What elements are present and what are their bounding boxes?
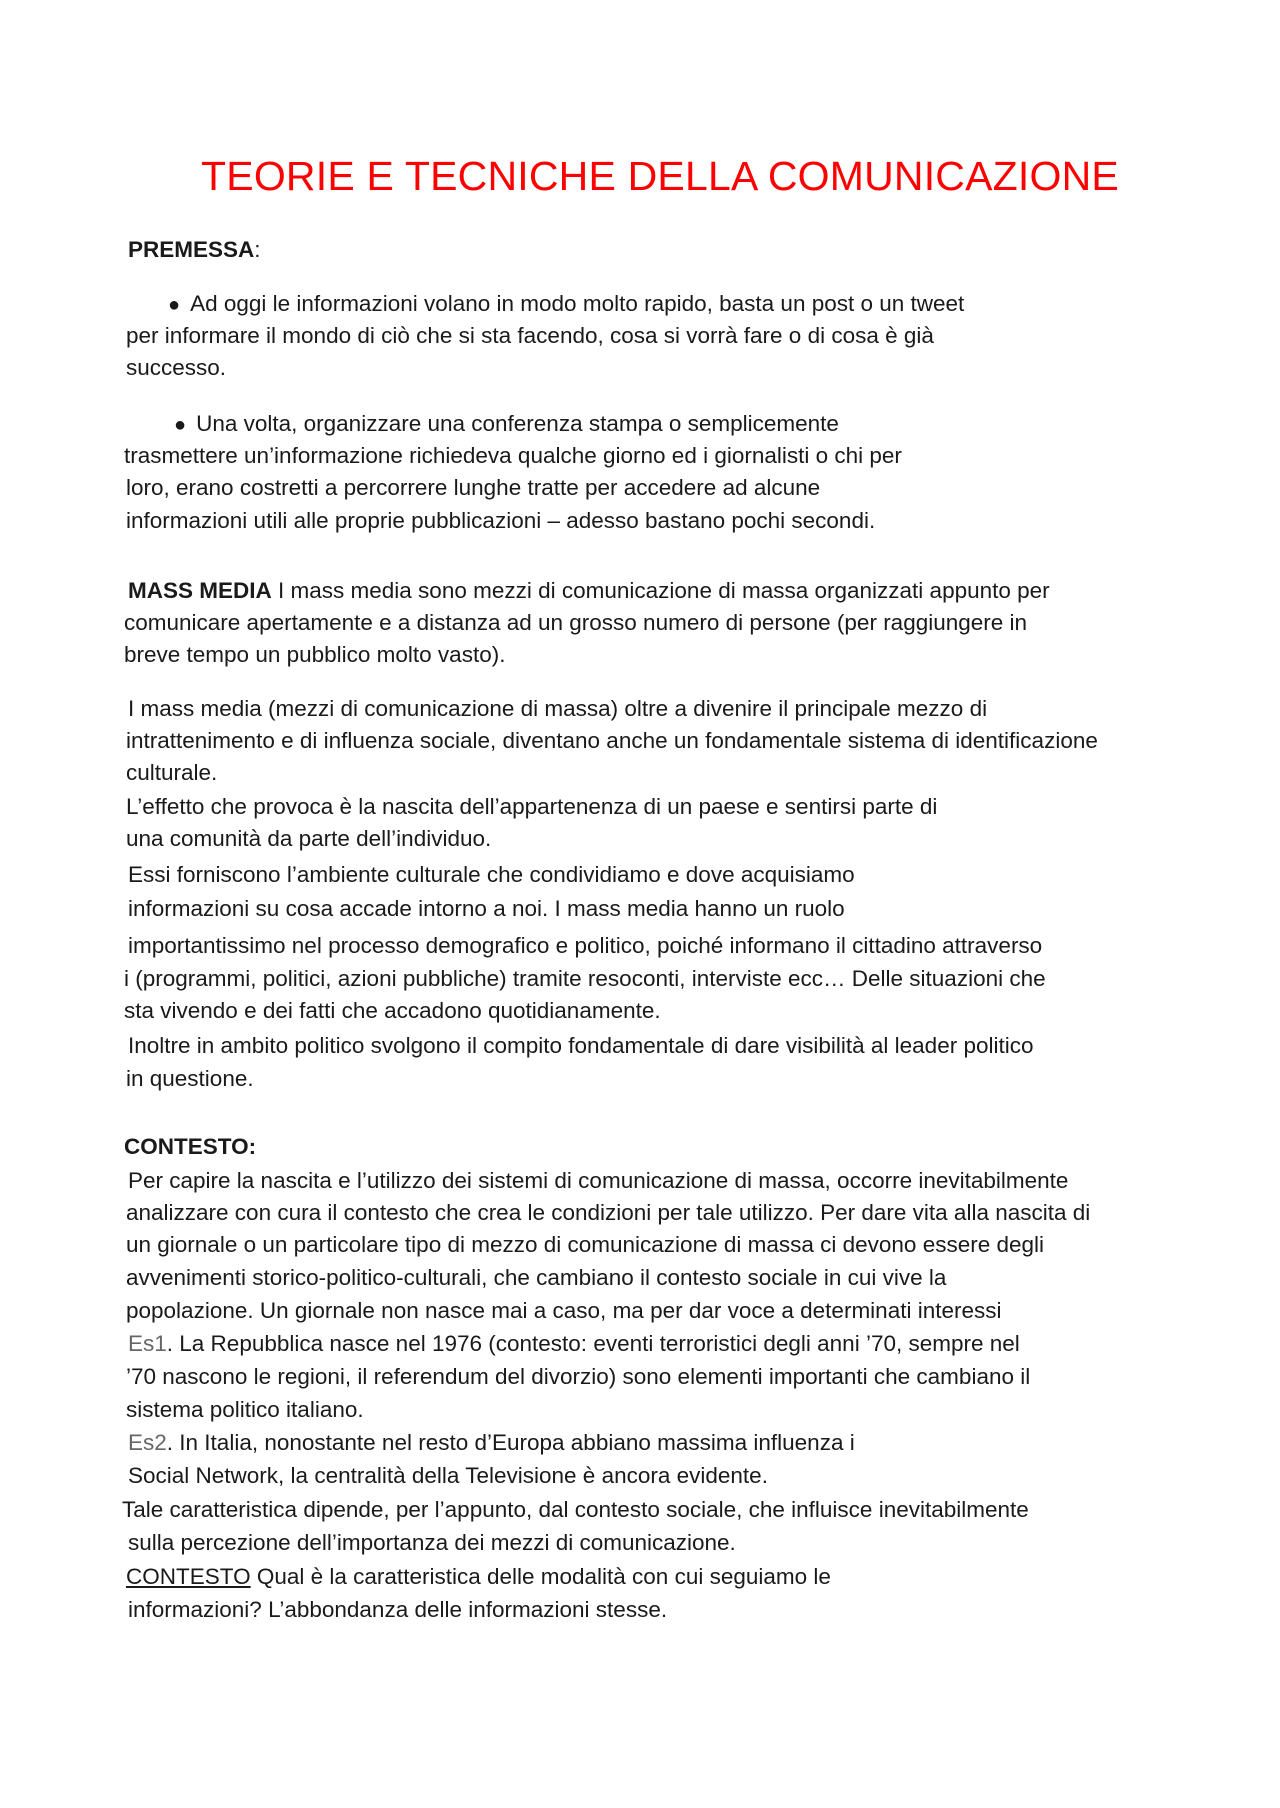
mass-media-body-line2: intrattenimento e di influenza sociale, diventano anche un fondamentale sistema di identificazione: [126, 728, 1098, 753]
example-1-text: . La Repubblica nasce nel 1976 (contesto: eventi terroristici degli anni ’70, sempre nel: [166, 1331, 1020, 1356]
example-2-line4: sulla percezione dell’importanza dei mezzi di comunicazione.: [128, 1530, 736, 1555]
example-1-label: Es1: [128, 1331, 167, 1356]
mass-media-body-line5: una comunità da parte dell’individuo.: [126, 826, 492, 851]
mass-media-body-line10: sta vivendo e dei fatti che accadono quotidianamente.: [124, 998, 661, 1023]
mass-media-body-line4: L’effetto che provoca è la nascita dell’appartenenza di un paese e sentirsi parte di: [126, 794, 938, 819]
example-1-line2: ’70 nascono le regioni, il referendum del divorzio) sono elementi importanti che cambiano il: [126, 1364, 1031, 1389]
premessa-bullet2-line4: informazioni utili alle proprie pubblicazioni – adesso bastano pochi secondi.: [126, 508, 876, 533]
bullet-icon: ●: [174, 414, 187, 436]
mass-media-intro-line2: comunicare apertamente e a distanza ad un grosso numero di persone (per raggiungere in: [124, 610, 1028, 635]
example-2-label: Es2: [128, 1430, 167, 1455]
contesto-body-line4: avvenimenti storico-politico-culturali, che cambiano il contesto sociale in cui vive la: [126, 1265, 947, 1290]
example-2-line3: Tale caratteristica dipende, per l’appunto, dal contesto sociale, che influisce inevitabilmente: [122, 1497, 1029, 1522]
contesto-body-line1: Per capire la nascita e l’utilizzo dei sistemi di comunicazione di massa, occorre inevitabilmente: [128, 1168, 1069, 1193]
example-2-line2: Social Network, la centralità della Televisione è ancora evidente.: [128, 1463, 768, 1488]
premessa-heading-line: [128, 234, 261, 266]
premessa-bullet1-line3: successo.: [126, 355, 227, 380]
mass-media-body-line1: I mass media (mezzi di comunicazione di massa) oltre a divenire il principale mezzo di: [128, 696, 988, 721]
contesto-closing-line2: informazioni? L’abbondanza delle informazioni stesse.: [128, 1597, 668, 1622]
premessa-heading: PREMESSA: [128, 237, 255, 262]
mass-media-body-line7: informazioni su cosa accade intorno a noi. I mass media hanno un ruolo: [128, 896, 845, 921]
mass-media-intro-line1: [128, 575, 1050, 607]
premessa-bullet1-line2: per informare il mondo di ciò che si sta facendo, cosa si vorrà fare o di cosa è già: [126, 323, 934, 348]
contesto-closing-text: Qual è la caratteristica delle modalità con cui seguiamo le: [250, 1564, 831, 1589]
contesto-body-line5: popolazione. Un giornale non nasce mai a caso, ma per dar voce a determinati interessi: [126, 1298, 1002, 1323]
example-2-line1: [128, 1427, 855, 1459]
contesto-closing-line1: [126, 1561, 831, 1593]
bullet1-text-1: Ad oggi le informazioni volano in modo molto rapido, basta un post o un tweet: [190, 291, 965, 316]
mass-media-body-line9: i (programmi, politici, azioni pubbliche) tramite resoconti, interviste ecc… Delle situazioni che: [124, 966, 1046, 991]
mass-media-body-line11: Inoltre in ambito politico svolgono il compito fondamentale di dare visibilità al leader politico: [128, 1033, 1034, 1058]
contesto-closing-label: CONTESTO: [126, 1564, 251, 1589]
premessa-bullet2-line2: trasmettere un’informazione richiedeva qualche giorno ed i giornalisti o chi per: [124, 443, 902, 468]
mass-media-body-line6: Essi forniscono l’ambiente culturale che condividiamo e dove acquisiamo: [128, 862, 855, 887]
premessa-bullet2-line3: loro, erano costretti a percorrere lunghe tratte per accedere ad alcune: [126, 475, 821, 500]
premessa-bullet2-line1: [174, 408, 839, 441]
contesto-body-line2: analizzare con cura il contesto che crea le condizioni per tale utilizzo. Per dare vita alla nascita di: [126, 1200, 1091, 1225]
example-2-text: . In Italia, nonostante nel resto d’Europa abbiano massima influenza i: [166, 1430, 855, 1455]
mass-media-body-line3: culturale.: [126, 760, 218, 785]
mass-media-intro-text: I mass media sono mezzi di comunicazione di massa organizzati appunto per: [271, 578, 1050, 603]
contesto-body-line3: un giornale o un particolare tipo di mezzo di comunicazione di massa ci devono essere degli: [126, 1232, 1045, 1257]
mass-media-body-line8: importantissimo nel processo demografico e politico, poiché informano il cittadino attraverso: [128, 933, 1043, 958]
example-1-line3: sistema politico italiano.: [126, 1397, 364, 1422]
mass-media-intro-line3: breve tempo un pubblico molto vasto).: [124, 642, 506, 667]
contesto-heading: CONTESTO:: [124, 1134, 257, 1159]
example-1-line1: [128, 1328, 1020, 1360]
mass-media-body-line12: in questione.: [126, 1066, 254, 1091]
mass-media-heading: MASS MEDIA: [128, 578, 272, 603]
document-title: TEORIE E TECNICHE DELLA COMUNICAZIONE: [201, 153, 1119, 199]
premessa-bullet1-line1: [168, 288, 964, 321]
premessa-colon: :: [254, 237, 261, 262]
bullet2-text-1: Una volta, organizzare una conferenza stampa o semplicemente: [196, 411, 839, 436]
bullet-icon: ●: [168, 294, 181, 316]
